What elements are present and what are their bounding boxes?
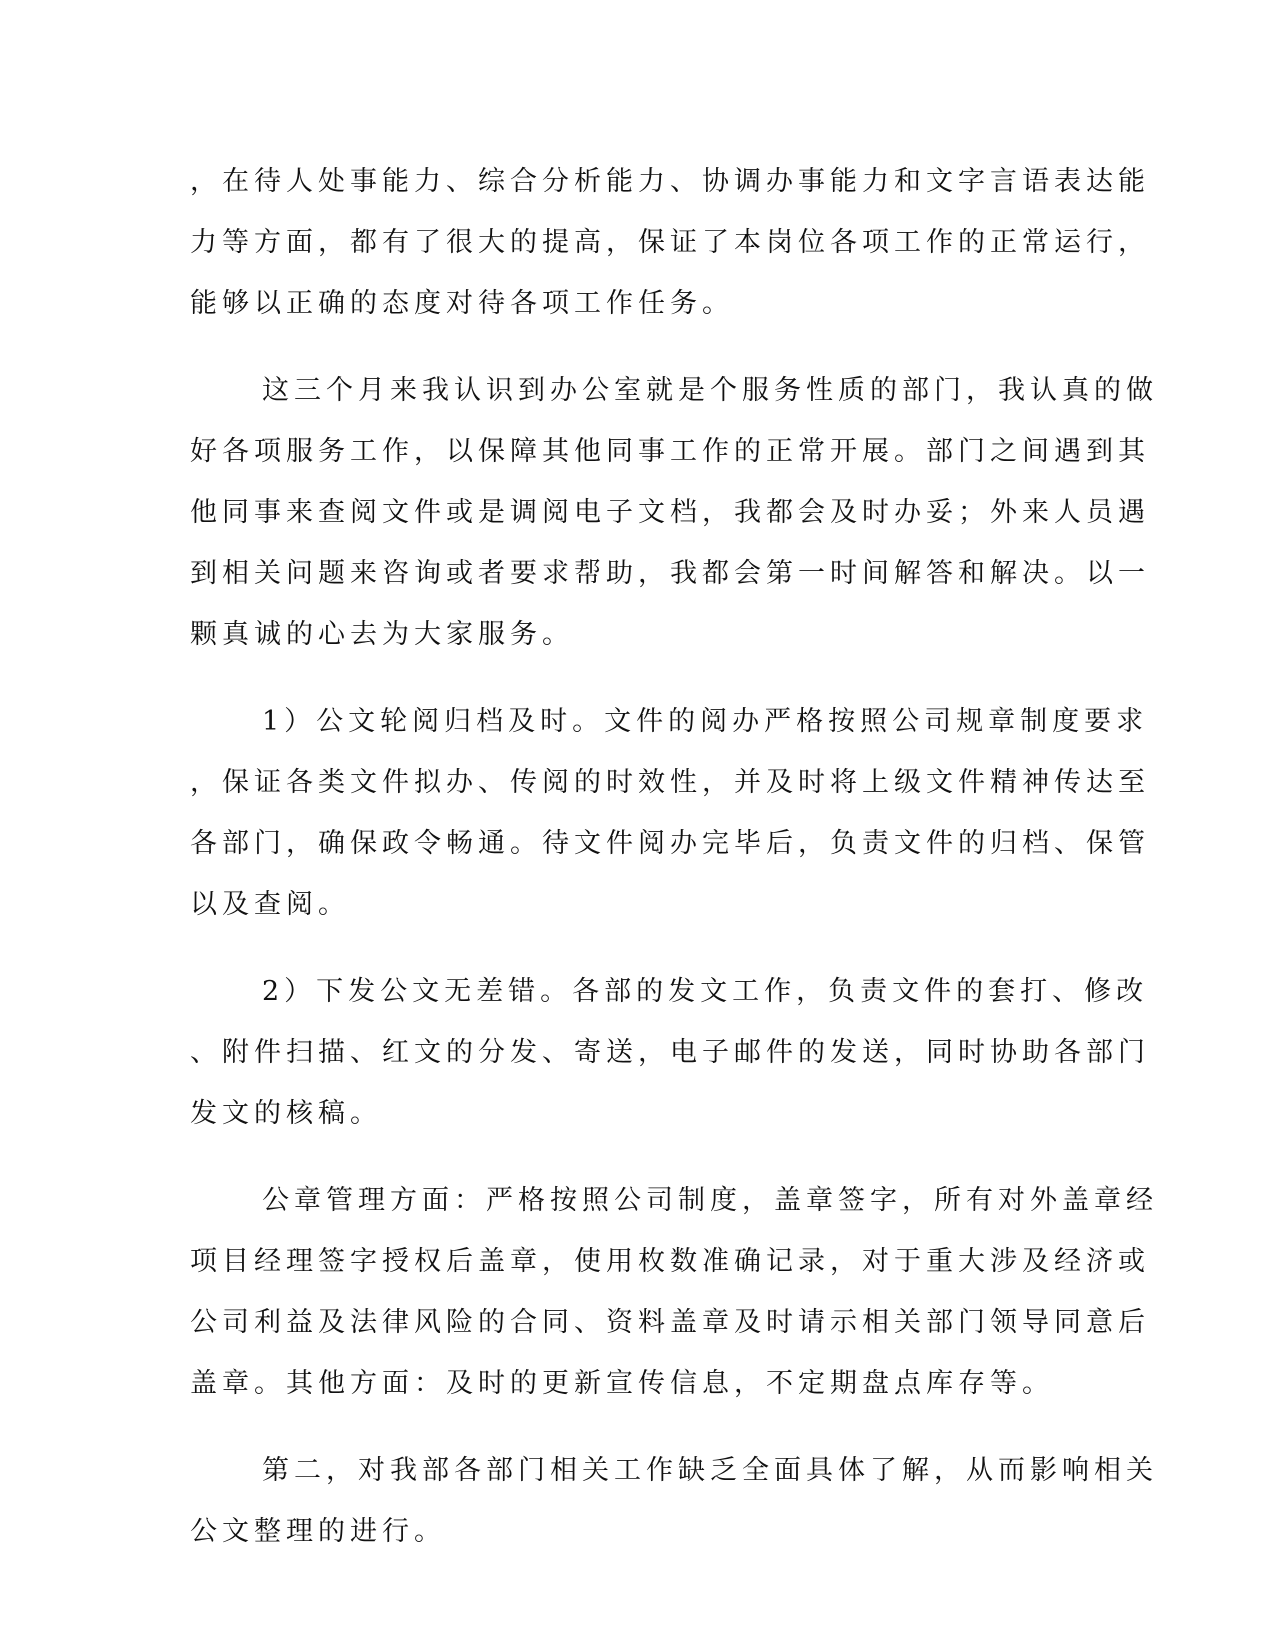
text-line: 各部门，确保政令畅通。待文件阅办完毕后，负责文件的归档、保管 — [190, 828, 1150, 859]
paragraph-2 — [190, 371, 1158, 702]
text-line: 公文整理的进行。 — [190, 1516, 446, 1547]
text-line: 力等方面，都有了很大的提高，保证了本岗位各项工作的正常运行， — [190, 227, 1150, 258]
text-line: 2）下发公文无差错。各部的发文工作，负责文件的套打、修改 — [262, 976, 1149, 1007]
document-body — [190, 162, 1158, 1599]
text-line: 到相关问题来咨询或者要求帮助，我都会第一时间解答和解决。以一 — [190, 558, 1150, 589]
text-line: ，保证各类文件拟办、传阅的时效性，并及时将上级文件精神传达至 — [190, 767, 1150, 798]
text-line: 盖章。其他方面：及时的更新宣传信息，不定期盘点库存等。 — [190, 1368, 1054, 1399]
text-line: 能够以正确的态度对待各项工作任务。 — [190, 288, 734, 319]
text-line: 好各项服务工作，以保障其他同事工作的正常开展。部门之间遇到其 — [190, 436, 1150, 467]
text-line: 公章管理方面：严格按照公司制度，盖章签字，所有对外盖章经 — [262, 1185, 1158, 1216]
text-line: 以及查阅。 — [190, 889, 350, 920]
text-line: 颗真诚的心去为大家服务。 — [190, 619, 574, 650]
text-line: 第二，对我部各部门相关工作缺乏全面具体了解，从而影响相关 — [262, 1455, 1158, 1486]
paragraph-4 — [190, 972, 1150, 1181]
text-line: 1）公文轮阅归档及时。文件的阅办严格按照公司规章制度要求 — [262, 706, 1149, 737]
text-line: 公司利益及法律风险的合同、资料盖章及时请示相关部门领导同意后 — [190, 1307, 1150, 1338]
paragraph-1 — [190, 162, 1150, 371]
text-line: 项目经理签字授权后盖章，使用枚数准确记录，对于重大涉及经济或 — [190, 1246, 1150, 1277]
text-line: 他同事来查阅文件或是调阅电子文档，我都会及时办妥；外来人员遇 — [190, 497, 1150, 528]
paragraph-5 — [190, 1181, 1158, 1451]
paragraph-3 — [190, 702, 1150, 972]
text-line: 、附件扫描、红文的分发、寄送，电子邮件的发送，同时协助各部门 — [190, 1037, 1150, 1068]
paragraph-6 — [190, 1451, 1158, 1599]
text-line: 发文的核稿。 — [190, 1098, 382, 1129]
text-line: ，在待人处事能力、综合分析能力、协调办事能力和文字言语表达能 — [190, 166, 1150, 197]
text-line: 这三个月来我认识到办公室就是个服务性质的部门，我认真的做 — [262, 375, 1158, 406]
